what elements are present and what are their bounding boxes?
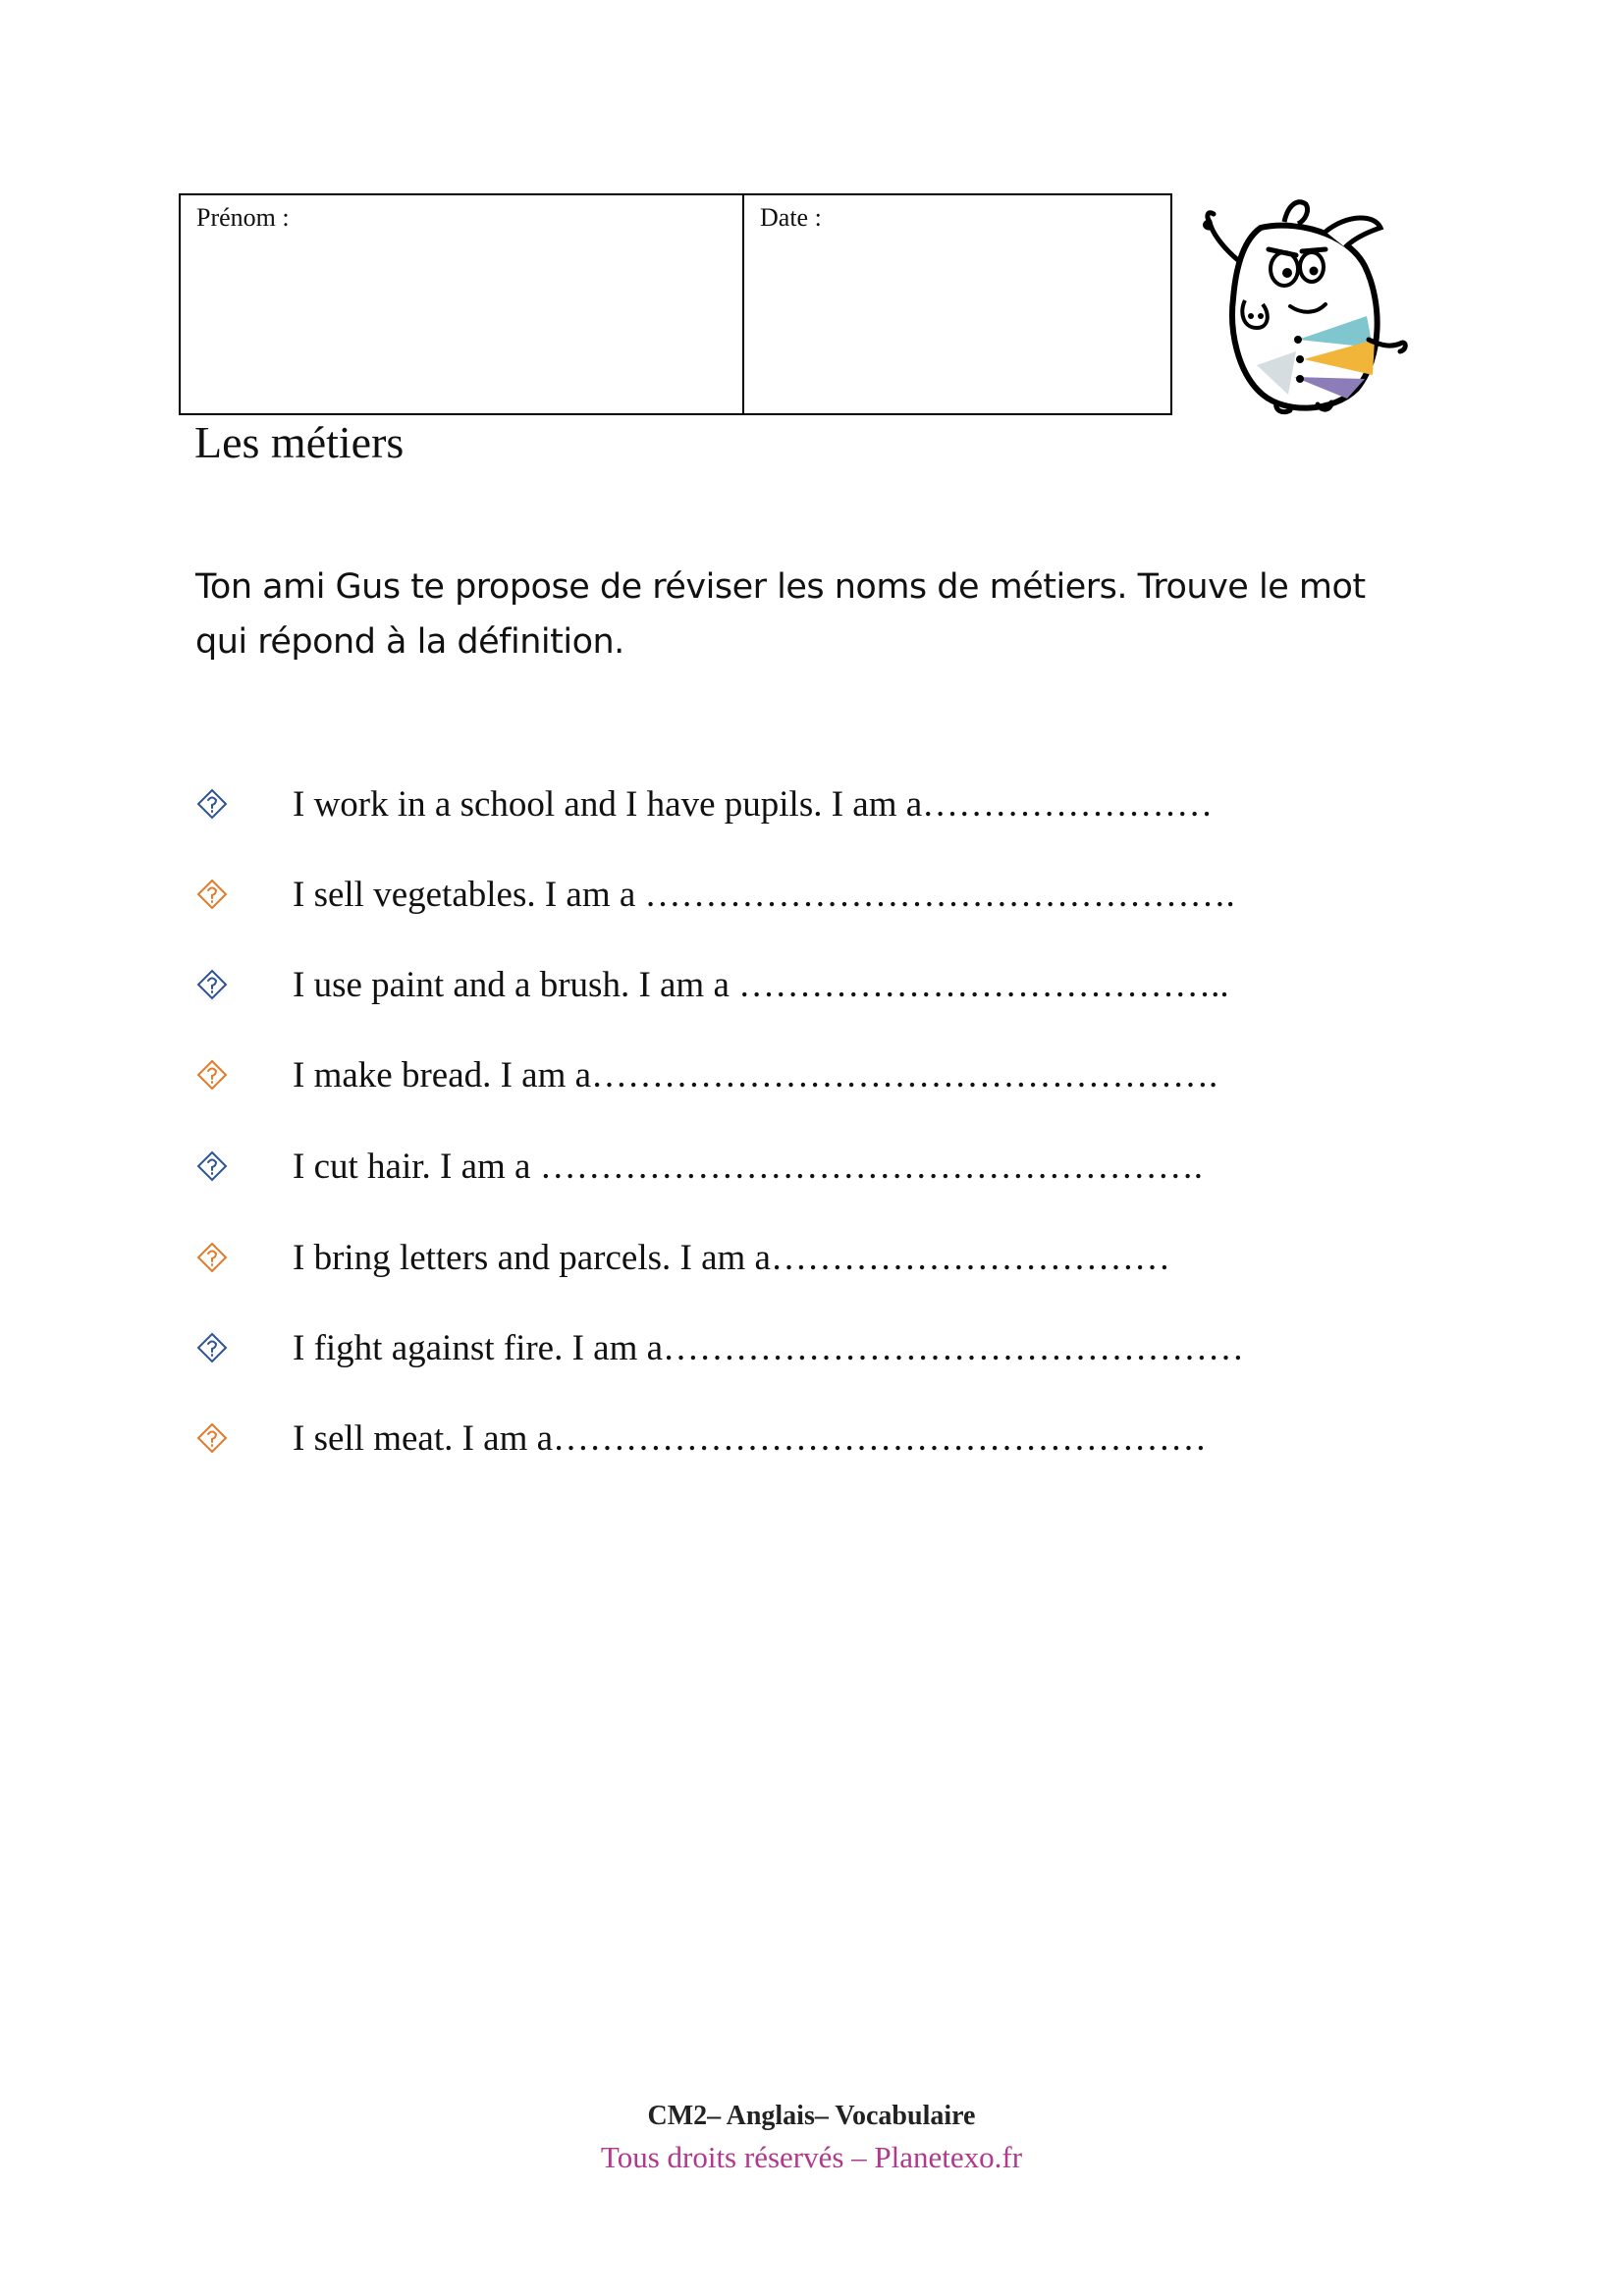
question-text: I sell meat. I am a……………………………………………… — [293, 1417, 1208, 1459]
question-text: I use paint and a brush. I am a ………………………………….. — [293, 964, 1229, 1005]
question-text: I sell vegetables. I am a …………………………………………. — [293, 874, 1235, 915]
diamond-bullet-icon — [194, 786, 230, 822]
diamond-bullet-icon — [194, 1420, 230, 1456]
page-title: Les métiers — [194, 417, 405, 467]
question-text: I make bread. I am a……………………………………………. — [293, 1054, 1218, 1095]
diamond-bullet-icon — [194, 967, 230, 1002]
diamond-bullet-icon — [194, 1148, 230, 1184]
question-item — [194, 960, 1229, 1009]
diamond-bullet-icon — [194, 1057, 230, 1093]
diamond-bullet-icon — [194, 877, 230, 912]
gus-mascot-illustration — [1200, 192, 1408, 416]
student-info-box — [179, 193, 1172, 415]
question-item — [194, 1050, 1218, 1099]
prenom-field[interactable] — [181, 195, 744, 413]
footer-subject: CM2– Anglais– Vocabulaire — [647, 2101, 976, 2131]
instructions: Ton ami Gus te propose de réviser les noms de métiers. Trouve le mot qui répond à la définition. — [195, 567, 1366, 662]
question-text: I bring letters and parcels. I am a…………………………… — [293, 1237, 1170, 1278]
question-item — [194, 1323, 1245, 1372]
prenom-label: Prénom : — [196, 203, 290, 232]
question-text: I work in a school and I have pupils. I am a…………………… — [293, 783, 1214, 825]
question-item — [194, 870, 1235, 919]
question-item — [194, 1233, 1170, 1282]
date-label: Date : — [760, 203, 822, 232]
diamond-bullet-icon — [194, 1330, 230, 1365]
question-text: I cut hair. I am a ………………………………………………. — [293, 1146, 1203, 1187]
question-text: I fight against fire. I am a………………………………………… — [293, 1327, 1245, 1368]
diamond-bullet-icon — [194, 1240, 230, 1275]
date-field[interactable] — [744, 195, 1170, 413]
question-item — [194, 1142, 1203, 1191]
footer-copyright: Tous droits réservés – Planetexo.fr — [600, 2140, 1023, 2174]
question-item — [194, 1414, 1208, 1463]
question-item — [194, 779, 1214, 828]
